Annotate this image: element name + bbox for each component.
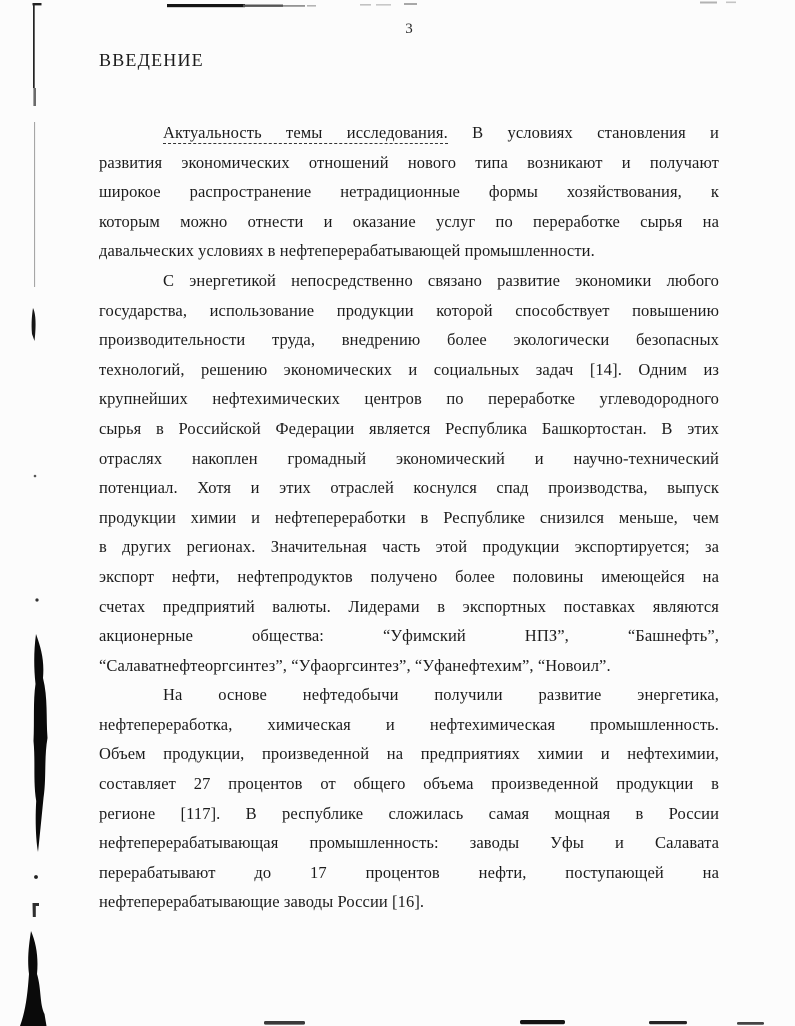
text-line: Объем продукции, произведенной на предприятиях химии и нефтехимии, bbox=[99, 744, 719, 764]
page-number: 3 bbox=[405, 21, 413, 37]
text-line: сырья в Российской Федерации является Республика Башкортостан. В этих bbox=[99, 418, 719, 438]
text-line: регионе [117]. В республике сложилась самая мощная в России bbox=[99, 803, 719, 823]
text-line: “Салаватнефтеоргсинтез”, “Уфаоргсинтез”, “Уфанефтехим”, “Новоил”. bbox=[99, 655, 611, 675]
section-heading: ВВЕДЕНИЕ bbox=[99, 50, 204, 70]
text-line: акционерные общества: “Уфимский НПЗ”, “Башнефть”, bbox=[99, 626, 719, 646]
text-line: нефтепереработка, химическая и нефтехимическая промышленность. bbox=[99, 714, 719, 734]
scan-artifact-left-line bbox=[33, 3, 42, 287]
body-text bbox=[99, 118, 719, 917]
text-line-rest: В условиях становления и bbox=[472, 123, 719, 142]
text-line: нефтеперерабатывающие заводы России [16]. bbox=[99, 892, 425, 912]
text-line: экспорт нефти, нефтепродуктов получено более половины имеющейся на bbox=[99, 566, 719, 586]
text-line: отраслях накоплен громадный экономический и научно-технический bbox=[99, 448, 719, 468]
text-line: технологий, решению экономических и социальных задач [14]. Одним из bbox=[99, 359, 719, 379]
text-line bbox=[99, 118, 719, 148]
text-line: составляет 27 процентов от общего объема произведенной продукции в bbox=[99, 774, 719, 794]
text-line: С энергетикой непосредственно связано развитие экономики любого bbox=[163, 270, 719, 290]
text-line: счетах предприятий валюты. Лидерами в экспортных поставках являются bbox=[99, 596, 719, 616]
text-line: перерабатывают до 17 процентов нефти, поступающей на bbox=[99, 862, 719, 882]
text-line: продукции химии и нефтепереработки в Республике снизился меньше, чем bbox=[99, 507, 719, 527]
text-line: развития экономических отношений нового типа возникают и получают bbox=[99, 152, 719, 172]
scan-artifact-bottom-dashes bbox=[264, 1020, 764, 1025]
underlined-lead-phrase: Актуальность темы исследования. bbox=[163, 123, 448, 142]
text-line: давальческих условиях в нефтеперерабатывающей промышленности. bbox=[99, 241, 595, 261]
text-line: государства, использование продукции которой способствует повышению bbox=[99, 300, 719, 320]
scan-artifact-left-streak-upper bbox=[34, 634, 48, 852]
scan-artifact-left-specks bbox=[32, 308, 39, 917]
scan-artifact-left-streak-lower bbox=[20, 931, 47, 1026]
text-line: в других регионах. Значительная часть этой продукции экспортируется; за bbox=[99, 537, 719, 557]
text-line: производительности труда, внедрению более экологически безопасных bbox=[99, 330, 719, 350]
scan-artifact-top-line bbox=[167, 2, 736, 8]
text-line: крупнейших нефтехимических центров по переработке углеводородного bbox=[99, 389, 719, 409]
text-line: которым можно отнести и оказание услуг по переработке сырья на bbox=[99, 211, 719, 231]
text-line: нефтеперерабатывающая промышленность: заводы Уфы и Салавата bbox=[99, 833, 719, 853]
text-line: широкое распространение нетрадиционные формы хозяйствования, к bbox=[99, 182, 719, 202]
text-line: потенциал. Хотя и этих отраслей коснулся спад производства, выпуск bbox=[99, 478, 719, 498]
text-line: На основе нефтедобычи получили развитие энергетика, bbox=[163, 685, 719, 705]
